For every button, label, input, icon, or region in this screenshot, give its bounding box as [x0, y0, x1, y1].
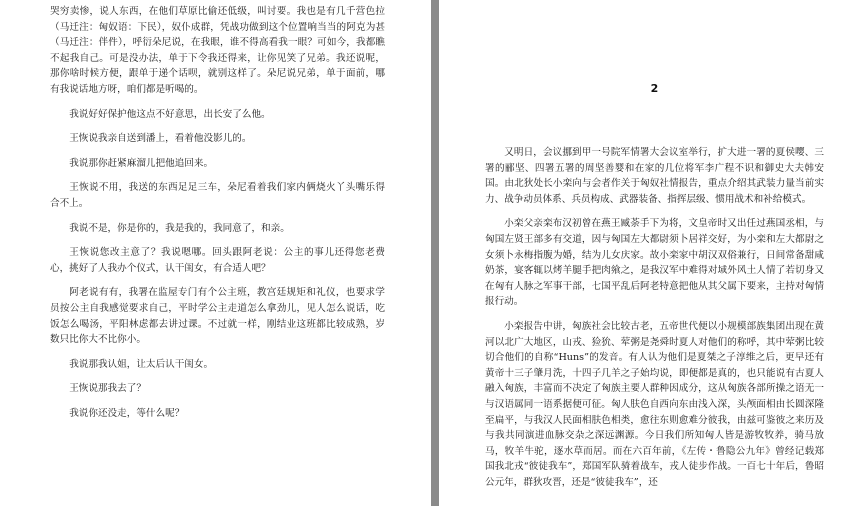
paragraph: 小栾父亲栾布汉初曾在燕王臧荼手下为将，文皇帝时又出任过燕国丞相，与匈国左贤王部多有交道，因与匈国左大都尉须卜居祥交好，为小栾和左大都尉之女须卜永梅指腹为婚，结为儿女庆家。故小栾家中胡汉双俗兼行，日间常备甜咸奶茶，宴客辄以烤羊腿手把肉飨之，是我汉军中难得对域外风土人情了若切身又在匈有人脉之军事干部，七国平乱后阿老特意把他从其父属下要来，主持对匈情报行动。	[485, 218, 824, 308]
page-gutter-divider	[431, 0, 439, 506]
paragraph: 我说好好保护他这点不好意思，出长安了么他。	[69, 108, 271, 120]
paragraph: 我说你还没走，等什么呢？	[69, 407, 185, 419]
page-number: 2	[650, 82, 659, 95]
paragraph: 王恢说那我去了？	[69, 383, 146, 395]
paragraph: 我说不是，你是你的，我是我的，我同意了，和亲。	[69, 222, 290, 234]
paragraph: 又明日，会议挪到甲一号院军情署大会议室举行，扩大进一署的夏侯嘤、三署的郦坚、四署五署的周坚善婴和在家的几位将军李广程不识和御史大夫韩安国。由北狄处长小栾向与会者作关于匈奴社情报告，重点介绍其武装力量当前实力、战争动员体系、兵员构成、武器装备、指挥层级、惯用战术和补给模式。	[485, 147, 824, 205]
paragraph: 王恢说您改主意了？我说嗯哪。回头跟阿老说：公主的事儿还得您老费心，挑好了人我办个仪式，认干闺女，有合适人吧？	[50, 247, 385, 274]
paragraph: 小栾报告中讲，匈族社会比较古老，五帝世代便以小规模部族集团出现在黄河以北广大地区，山戎、猃狁、荤粥是尧舜时夏人对他们的称呼，其中荤粥比较切合他们的自称“Huns”的发音。有人认为他们是夏桀之子淳维之后，更早还有黄帝十三子肇月洗，十四子几羊之子始均说，即便都是真的，也只能说有古夏人融入匈族，丰富而不决定了匈族主要人群种因成分，这从匈族各部所操之语无一与汉语属同一语系据便可征。匈人肤色自西向东由浅入深，头颅面相由长圆深隆至扁平，与我汉人民面相肤色相类，愈往东则愈难分彼我，由兹可鉴彼之来历及与我共同演进血脉交杂之深远渊源。今日我们所知匈人皆是游牧牧养，骑马放马，牧羊牛驼，逐水草而居。而在六百年前，《左传・鲁隐公九年》曾经记载郑国我北戎“彼徒我车”，郑国军队骑着战车，戎人徒步作战。一百七十年后，鲁昭公元年，群狄攻晋，还是“彼徒我车”，还	[485, 320, 824, 488]
paragraph: 王恢说不用，我送的东西足足三车，朵尼看着我们家内俩烧火丫头嘴乐得合不上。	[50, 182, 385, 209]
paragraph: 哭穷卖惨，说人东西，在他们草原比偷还低级，叫讨要。我也是有几千营色拉（马迁注：匈奴语：下民），奴仆成群，凭战功做到这个位置响当当的阿克为甚（马迁注：伴件），呼衍朵尼说，在我眼，谁不得高看我一眼？可如今，我都瞧不起我自己。可是没办法，单于下令我还得来，让你见笑了兄弟。我还说呢，那你啥时候方便，跟单于递个话呗，就别这样了。朵尼说兄弟，单于面前，哪有我说话地方呀，咱们都是听喝的。	[50, 6, 385, 95]
paragraph: 阿老说有有，我署在监屋专门有个公主班，教宫廷规矩和礼仪，也要求学员按公主自我感觉要求自己，平时学公主走道怎么拿劲儿，见人怎么说话，吃饭怎么喝汤，平阳林虑都去讲过课。不过就一样，刚结业这班都比较成熟，岁数只比你大不比你小。	[50, 287, 385, 346]
right-page	[439, 0, 868, 506]
paragraph: 王恢说我亲自送到潘上，看着他没影儿的。	[69, 133, 252, 145]
paragraph: 我说那你赶紧麻溜儿把他追回来。	[69, 157, 214, 169]
left-page	[0, 0, 431, 506]
paragraph: 我说那我认姐，让太后认干闺女。	[69, 358, 214, 370]
